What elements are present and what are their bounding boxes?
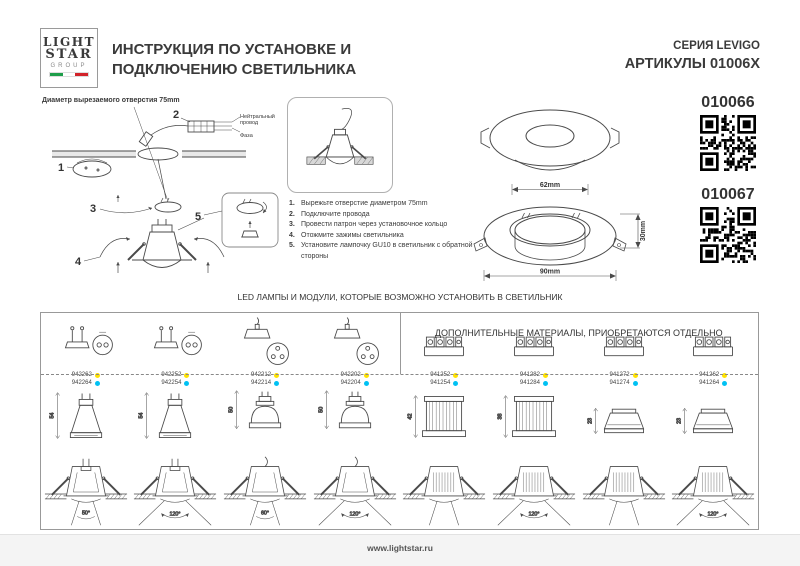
callout-2: 2 (173, 109, 180, 121)
cool-color-dot (184, 381, 189, 386)
lamps-section-title: LED ЛАМПЫ И МОДУЛИ, КОТОРЫЕ ВОЗМОЖНО УСТАНОВИТЬ В СВЕТИЛЬНИК (237, 292, 563, 302)
lightstar-logo (40, 28, 98, 88)
cool-color-dot (95, 381, 100, 386)
installed-view-drawing (221, 454, 309, 535)
cool-color-dot (364, 381, 369, 386)
article-number-cool: 942264 (71, 380, 92, 386)
svg-text:120°: 120° (349, 511, 361, 518)
lamp-top-view-drawing (580, 313, 668, 369)
lamp-side-view-drawing (221, 387, 309, 454)
lamp-column-3 (220, 313, 310, 529)
lamp-column-2 (131, 313, 221, 529)
logo-word-light: LIGHT (42, 35, 96, 49)
callout-5: 5 (195, 211, 202, 223)
article-number-warm: 942252 (161, 372, 182, 378)
svg-text:23: 23 (676, 417, 683, 424)
lamp-column-4 (310, 313, 400, 529)
article-number-cool: 941254 (430, 380, 451, 386)
lamp-top-view-drawing (311, 313, 399, 369)
installed-view-drawing (490, 454, 578, 535)
svg-text:54: 54 (139, 412, 146, 419)
article-number-cool: 942204 (340, 380, 361, 386)
article-number-cool: 942254 (161, 380, 182, 386)
article-number-warm: 941252 (430, 372, 451, 378)
footer-url: www.lightstar.ru (367, 543, 433, 553)
page-title-line1: ИНСТРУКЦИЯ ПО УСТАНОВКЕ И (112, 41, 352, 58)
lamp-top-view-drawing (669, 313, 757, 369)
logo-word-star: STAR (45, 47, 93, 62)
lamp-top-view-drawing (221, 313, 309, 369)
lamp-side-view-drawing (131, 387, 219, 454)
article-number-cool: 941274 (609, 380, 630, 386)
page-title (112, 40, 356, 80)
additional-materials-title: ДОПОЛНИТЕЛЬНЫЕ МАТЕРИАЛЫ, ПРИОБРЕТАЮТСЯ ОТДЕЛЬНО (434, 328, 723, 338)
dim-62mm: 62mm (539, 182, 561, 189)
lamp-side-view-drawing (311, 387, 399, 454)
lamp-column-5 (400, 313, 490, 529)
svg-text:120°: 120° (528, 511, 540, 518)
lamp-side-view-drawing (669, 387, 757, 454)
lamp-top-view-drawing (400, 313, 488, 369)
table-dashed-divider (41, 374, 758, 375)
callout-3: 3 (90, 203, 97, 215)
series-label: СЕРИЯ LEVIGO (673, 40, 760, 52)
lamp-side-view-drawing (42, 387, 130, 454)
articles-label: АРТИКУЛЫ 01006X (624, 56, 760, 72)
product-dimension-drawings (452, 90, 652, 288)
svg-text:120°: 120° (707, 511, 719, 518)
callout-4: 4 (75, 256, 82, 268)
qr-code (700, 115, 756, 171)
installed-view-drawing (669, 454, 757, 535)
installed-view-drawing (131, 454, 219, 535)
installed-view-drawing (311, 454, 399, 535)
step-4: 4. Отожмите зажимы светильника (289, 231, 404, 239)
installed-view-drawing (400, 454, 488, 535)
lamp-side-view-drawing (580, 387, 668, 454)
dim-90mm: 90mm (539, 268, 561, 276)
svg-text:120°: 120° (169, 511, 181, 518)
article-block-010067 (698, 186, 758, 268)
italian-flag-bar (49, 72, 89, 77)
lamp-side-view-drawing (400, 387, 488, 454)
svg-text:38: 38 (497, 413, 504, 420)
svg-text:50: 50 (228, 406, 235, 413)
qr-code (700, 207, 756, 263)
lamp-top-view-drawing (490, 313, 578, 369)
header-product-info (625, 40, 760, 72)
article-number-warm: 942212 (251, 372, 272, 378)
lamp-top-view-drawing (131, 313, 219, 369)
cool-color-dot (453, 381, 458, 386)
step-1: 1. Вырежьте отверстие диаметром 75mm (289, 200, 428, 207)
logo-word-group: GROUP (50, 63, 88, 69)
article-number-warm: 941282 (519, 372, 540, 378)
article-number-cool: 942214 (251, 380, 272, 386)
svg-text:50: 50 (318, 406, 325, 413)
installed-view-drawing (580, 454, 668, 535)
cool-color-dot (274, 381, 279, 386)
dim-30mm: 30mm (640, 220, 647, 242)
step-3: 3. Провести патрон через установочное кольцо (289, 221, 448, 228)
footer (0, 534, 800, 566)
cool-color-dot (722, 381, 727, 386)
lamp-column-6 (489, 313, 579, 529)
step-5: 5. Установите лампочку GU10 в светильник с обратной стороны (289, 242, 473, 260)
compatible-lamps-table (40, 312, 759, 530)
article-code: 010066 (701, 94, 755, 111)
article-code: 010067 (701, 186, 755, 203)
article-number-warm: 941272 (609, 372, 630, 378)
article-number-cool: 941264 (699, 380, 720, 386)
lamp-column-8 (668, 313, 758, 529)
svg-text:42: 42 (408, 413, 415, 420)
cool-color-dot (543, 381, 548, 386)
hole-diameter-note: Диаметр вырезаемого отверстия 75mm (42, 97, 180, 104)
page-title-line2: ПОДКЛЮЧЕНИЮ СВЕТИЛЬНИКА (112, 61, 357, 78)
article-block-010066 (698, 94, 758, 176)
step-2: 2. Подключите провода (289, 210, 370, 218)
article-number-warm: 942202 (340, 372, 361, 378)
lamp-column-1 (41, 313, 131, 529)
fixture-figure-drawing (294, 103, 386, 187)
lamp-column-7 (579, 313, 669, 529)
svg-text:23: 23 (587, 417, 594, 424)
phase-wire-label: Фаза (240, 133, 253, 139)
lamp-side-view-drawing (490, 387, 578, 454)
cool-color-dot (633, 381, 638, 386)
svg-text:54: 54 (49, 412, 56, 419)
fixture-figure-panel (287, 97, 393, 193)
article-number-warm: 941262 (699, 372, 720, 378)
lamp-top-view-drawing (42, 313, 130, 369)
callout-1: 1 (58, 162, 65, 174)
article-number-warm: 942262 (71, 372, 92, 378)
installed-view-drawing (42, 454, 130, 535)
svg-text:60°: 60° (261, 510, 270, 517)
neutral-wire-label: Нейтральный провод (240, 114, 275, 126)
table-vertical-divider (400, 313, 401, 374)
article-number-cool: 941284 (519, 380, 540, 386)
svg-text:50°: 50° (81, 510, 90, 517)
